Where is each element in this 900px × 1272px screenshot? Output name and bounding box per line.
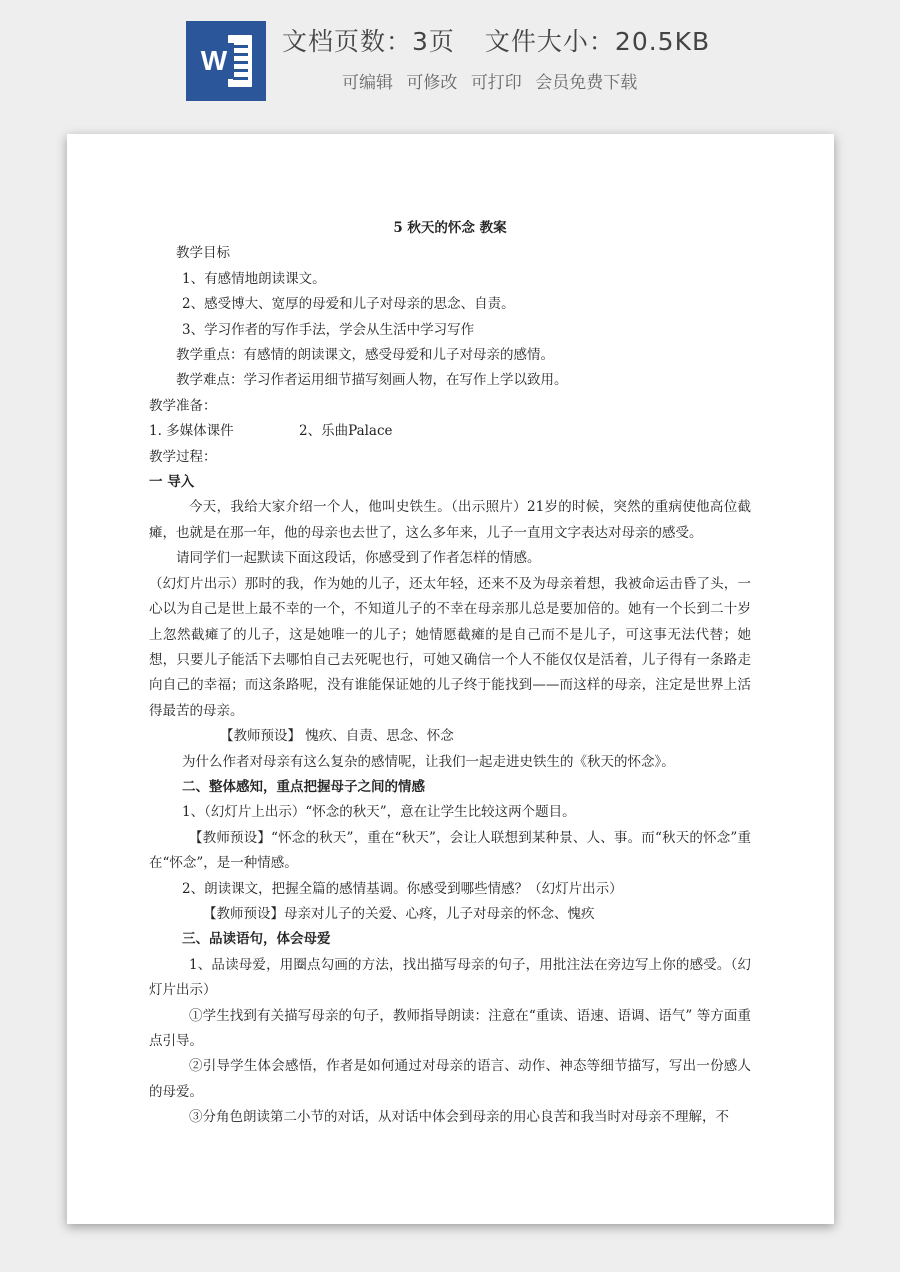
- page-count-label: 文档页数：3页: [282, 27, 455, 56]
- key-point: 教学重点：有感情的朗读课文，感受母爱和儿子对母亲的感情。: [176, 347, 554, 364]
- prep-items: [149, 419, 751, 444]
- prep-item: 1. 多媒体课件: [149, 423, 234, 440]
- difficulty-point: 教学难点：学习作者运用细节描写刻画人物，在写作上学以致用。: [176, 372, 568, 389]
- read-prompt: 请同学们一起默读下面这段话，你感受到了作者怎样的情感。: [176, 550, 541, 567]
- teacher-preset: 【教师预设】 愧疚、自责、思念、怀念: [220, 728, 454, 745]
- section-subitem: ②引导学生体会感悟，作者是如何通过对母亲的语言、动作、神态等细节描写，写出一份感人的母爱。: [149, 1058, 751, 1100]
- objective-item: 1、有感情地朗读课文。: [182, 270, 326, 287]
- prep-item: 2、乐曲Palace: [299, 423, 393, 440]
- word-document-icon: [186, 21, 266, 101]
- document-page: [67, 134, 834, 1224]
- section-subitem: ①学生找到有关描写母亲的句子，教师指导朗读：注意在“重读、语速、语调、语气” 等方面重点引导。: [149, 1007, 751, 1049]
- objectives-heading: 教学目标: [176, 245, 230, 262]
- feature-printable: 可打印: [470, 73, 522, 93]
- feature-member-download: 会员免费下载: [535, 73, 638, 93]
- process-heading: 教学过程：: [149, 448, 217, 465]
- document-title: 5 秋天的怀念 教案: [393, 220, 507, 236]
- section-heading: 三、品读语句，体会母爱: [182, 931, 331, 948]
- feature-modifiable: 可修改: [406, 73, 458, 93]
- word-letter: W: [194, 43, 234, 79]
- teacher-preset: 【教师预设】母亲对儿子的关爱、心疼，儿子对母亲的怀念、愧疚: [203, 905, 595, 922]
- document-info-header: [0, 0, 900, 120]
- document-body: [149, 216, 751, 1131]
- feature-list: [342, 68, 645, 93]
- section-item: 2、朗读课文，把握全篇的感情基调。你感受到哪些情感？（幻灯片出示）: [182, 880, 623, 897]
- prep-heading: 教学准备：: [149, 397, 217, 414]
- objective-item: 3、学习作者的写作手法，学会从生活中学习写作: [182, 321, 475, 338]
- section-subitem: ③分角色朗读第二小节的对话，从对话中体会到母亲的用心良苦和我当时对母亲不理解，不: [189, 1109, 729, 1126]
- section-item: 1、（幻灯片上出示）“怀念的秋天”，意在让学生比较这两个题目。: [182, 804, 576, 821]
- feature-editable: 可编辑: [342, 73, 393, 93]
- section-heading: 一 导入: [149, 474, 195, 491]
- teacher-preset: 【教师预设】“怀念的秋天”，重在“秋天”，会让人联想到某种景、人、事。而“秋天的怀念”重在“怀念”，是一种情感。: [149, 829, 751, 872]
- document-stats: [282, 22, 710, 58]
- section-item: 1、品读母爱，用圈点勾画的方法，找出描写母亲的句子，用批注法在旁边写上你的感受。（幻灯片出示）: [149, 956, 751, 999]
- file-size-label: 文件大小：20.5KB: [484, 27, 711, 56]
- section-heading: 二、整体感知，重点把握母子之间的情感: [182, 778, 425, 795]
- objective-item: 2、感受博大、宽厚的母爱和儿子对母亲的思念、自责。: [182, 296, 515, 313]
- transition-text: 为什么作者对母亲有这么复杂的感情呢，让我们一起走进史铁生的《秋天的怀念》。: [182, 753, 675, 770]
- slide-quote: （幻灯片出示）那时的我，作为她的儿子，还太年轻，还来不及为母亲着想，我被命运击昏了头，一心以为自己是世上最不幸的一个，不知道儿子的不幸在母亲那儿总是要加倍的。她有一个长到二十岁上忽然截瘫了的儿子，这是她唯一的儿子；她情愿截瘫的是自己而不是儿子，可这事无法代替；她想，只要儿子能活下去哪怕自己去死呢也行，可她又确信一个人不能仅仅是活着，儿子得有一条路走向自己的幸福；而这条路呢，没有谁能保证她的儿子终于能找到——而这样的母亲，注定是世界上活得最苦的母亲。: [149, 575, 751, 719]
- intro-paragraph: 今天，我给大家介绍一个人，他叫史铁生。（出示照片）21岁的时候，突然的重病使他高位截瘫，也就是在那一年，他的母亲也去世了，这么多年来，儿子一直用文字表达对母亲的感受。: [149, 499, 751, 541]
